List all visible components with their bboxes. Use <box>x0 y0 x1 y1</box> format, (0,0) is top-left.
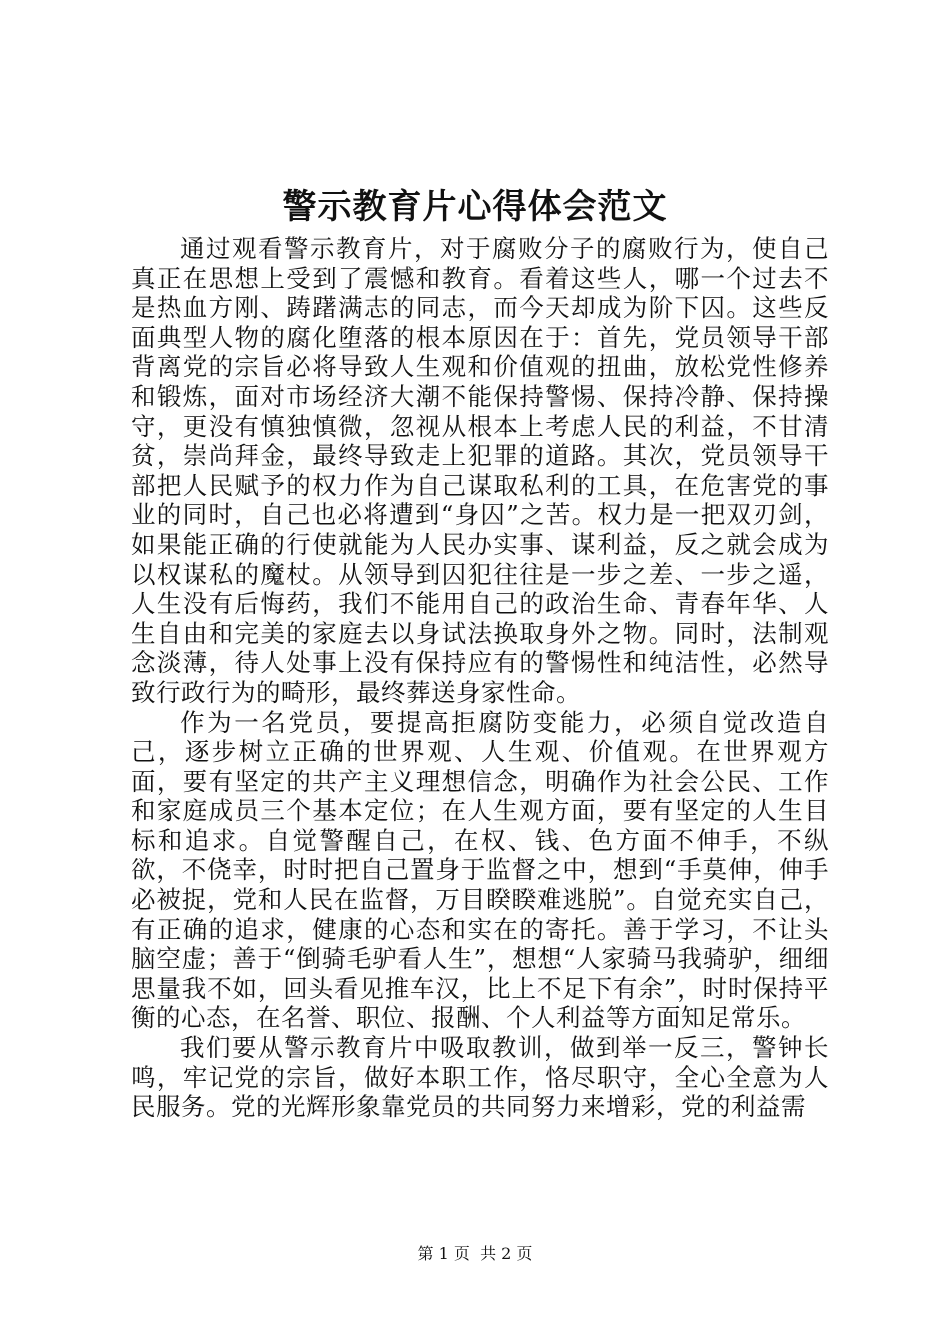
paragraph-3: 我们要从警示教育片中吸取教训，做到举一反三，警钟长鸣，牢记党的宗旨，做好本职工作，恪尽职守，全心全意为人民服务。党的光辉形象靠党员的共同努力来增彩，党的利益需 <box>131 1033 829 1122</box>
page-footer <box>0 1243 950 1265</box>
document-body <box>131 234 829 1122</box>
paragraph-2: 作为一名党员，要提高拒腐防变能力，必须自觉改造自己，逐步树立正确的世界观、人生观、价值观。在世界观方面，要有坚定的共产主义理想信念，明确作为社会公民、工作和家庭成员三个基本定位；在人生观方面，要有坚定的人生目标和追求。自觉警醒自己，在权、钱、色方面不伸手，不纵欲，不侥幸，时时把自己置身于监督之中，想到“手莫伸，伸手必被捉，党和人民在监督，万目睽睽难逃脱”。自觉充实自己，有正确的追求，健康的心态和实在的寄托。善于学习，不让头脑空虚；善于“倒骑毛驴看人生”，想想“人家骑马我骑驴，细细思量我不如，回头看见推车汉，比上不足下有余”，时时保持平衡的心态，在名誉、职位、报酬、个人利益等方面知足常乐。 <box>131 707 829 1033</box>
paragraph-1: 通过观看警示教育片，对于腐败分子的腐败行为，使自己真正在思想上受到了震憾和教育。看着这些人，哪一个过去不是热血方刚、踌躇满志的同志，而今天却成为阶下囚。这些反面典型人物的腐化堕落的根本原因在于：首先，党员领导干部背离党的宗旨必将导致人生观和价值观的扭曲，放松党性修养和锻炼，面对市场经济大潮不能保持警惕、保持冷静、保持操守，更没有慎独慎微，忽视从根本上考虑人民的利益，不甘清贫，崇尚拜金，最终导致走上犯罪的道路。其次，党员领导干部把人民赋予的权力作为自己谋取私利的工具，在危害党的事业的同时，自己也必将遭到“身囚”之苦。权力是一把双刃剑，如果能正确的行使就能为人民办实事、谋利益，反之就会成为以权谋私的魔杖。从领导到囚犯往往是一步之差、一步之遥，人生没有后悔药，我们不能用自己的政治生命、青春年华、人生自由和完美的家庭去以身试法换取身外之物。同时，法制观念淡薄，待人处事上没有保持应有的警惕性和纯洁性，必然导致行政行为的畸形，最终葬送身家性命。 <box>131 234 829 707</box>
page-total: 共 2 页 <box>480 1244 533 1263</box>
page-number: 第 1 页 <box>417 1244 470 1263</box>
document-title: 警示教育片心得体会范文 <box>282 187 668 227</box>
footer-separator <box>470 1244 480 1263</box>
